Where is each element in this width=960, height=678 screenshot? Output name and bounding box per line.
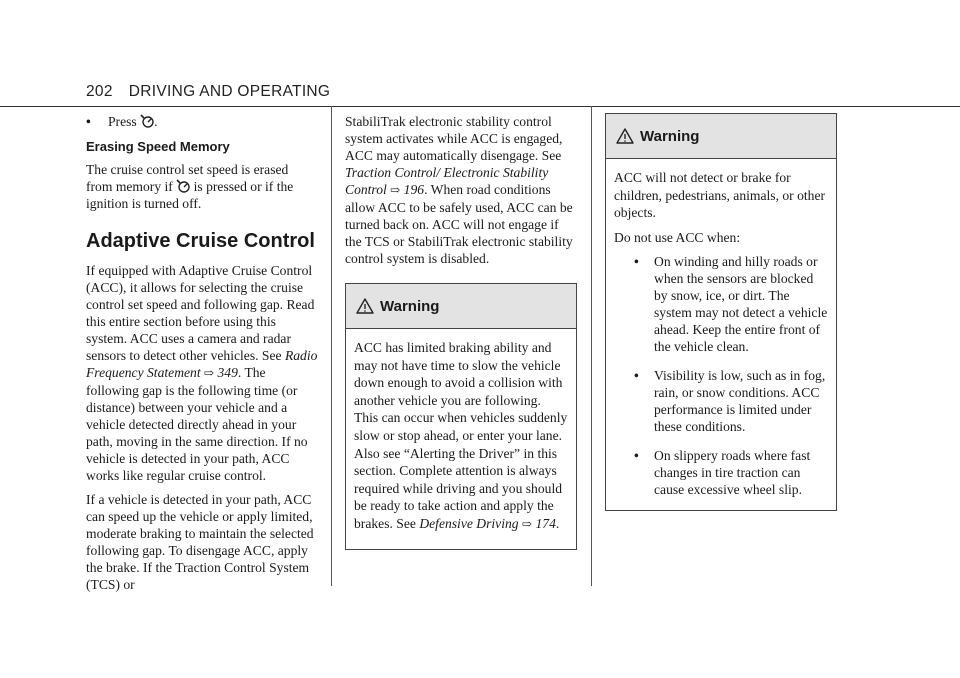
warning-triangle-icon	[616, 128, 634, 144]
warning-paragraph-1: ACC will not detect or brake for children, pedestrians, animals, or other objects.	[614, 170, 826, 221]
warning-text-a: ACC has limited braking ability and may not have time to slow the vehicle down enough to avoid a collision with another vehicle you are following. This can occur when vehicles suddenly slow or stop ahead, or enter your lane. Also see “Alerting the Driver” in this section. Complete attention is always required while driving and you should be ready to take action and apply the brakes. See	[354, 340, 568, 531]
press-tail: .	[154, 114, 158, 129]
column-2	[345, 113, 577, 550]
acc-heading: Adaptive Cruise Control	[86, 230, 315, 252]
page-ref-number[interactable]: 196	[403, 182, 425, 197]
press-word: Press	[108, 114, 137, 129]
warning-box-braking	[345, 283, 577, 550]
list-item-text: On winding and hilly roads or when the sensors are blocked by snow, ice, or dirt. The system may not detect a vehicle ahead. Keep the entire front of the vehicle clean.	[654, 254, 828, 355]
column-3	[605, 113, 837, 511]
bullet-dot: •	[634, 368, 639, 384]
page-ref-number[interactable]: 174	[535, 515, 556, 531]
page-number: 202	[86, 83, 113, 100]
stabilitrak-text-b: . When road conditions allow ACC to be safely used, ACC can be turned back on. ACC will not engage if the TCS or StabiliTrak electronic stability control system is disabled.	[345, 182, 573, 266]
acc-p1-text-a: If equipped with Adaptive Cruise Control (ACC), it allows for selecting the cruise control set speed and following gap. Read this entire section before using this system. ACC uses a camera and radar sensors to detect other vehicles. See	[86, 263, 315, 363]
warning-body	[346, 329, 576, 549]
list-item	[614, 447, 828, 498]
list-item	[614, 253, 828, 355]
page-ref-icon: ⇨	[204, 366, 215, 380]
press-bullet	[86, 113, 318, 130]
column-divider-2	[591, 106, 592, 586]
erase-text-a: The cruise control set speed is erased from memory if	[86, 162, 289, 194]
stabilitrak-paragraph	[345, 113, 577, 267]
warning-header	[606, 114, 836, 159]
bullet-dot: •	[86, 114, 91, 129]
page-ref-number[interactable]: 349	[217, 365, 238, 380]
warning-header	[346, 284, 576, 329]
bullet-dot: •	[634, 448, 639, 464]
page-header	[86, 83, 330, 101]
erase-heading: Erasing Speed Memory	[86, 139, 230, 154]
warning-title: Warning	[640, 127, 700, 145]
column-divider-1	[331, 106, 332, 586]
header-rule	[0, 106, 960, 107]
list-item	[614, 367, 828, 435]
warning-title: Warning	[380, 297, 440, 315]
list-item-text: Visibility is low, such as in fog, rain, or snow conditions. ACC performance is limited under these conditions.	[654, 368, 826, 435]
warning-body	[606, 159, 836, 510]
warning-triangle-icon	[356, 298, 374, 314]
column-1	[86, 113, 318, 600]
section-title: DRIVING AND OPERATING	[128, 83, 331, 100]
link-radio-frequency[interactable]: Radio Frequency Statement	[86, 348, 318, 380]
warning-text	[354, 339, 568, 534]
erase-text-b: is pressed or if the ignition is turned off.	[86, 179, 294, 211]
acc-p1-text-b: . The following gap is the following time (or distance) between your vehicle and a vehicle detected directly ahead in your path, moving in the same direction. If no vehicle is detected in your path, ACC works like regular cruise control.	[86, 365, 308, 483]
page-ref-icon: ⇨	[522, 516, 533, 531]
warning-box-detection	[605, 113, 837, 511]
list-item-text: On slippery roads where fast changes in tire traction can cause excessive wheel slip.	[654, 448, 811, 498]
acc-paragraph-2: If a vehicle is detected in your path, ACC can speed up the vehicle or apply limited, moderate braking to maintain the selected following gap. To disengage ACC, apply the brake. If the Traction Control System (TCS) or	[86, 492, 314, 592]
acc-paragraph-1	[86, 262, 318, 484]
link-defensive-driving[interactable]: Defensive Driving	[419, 515, 519, 531]
erase-paragraph	[86, 161, 318, 212]
cruise-cancel-icon	[176, 179, 190, 193]
link-traction-control[interactable]: Traction Control/ Electronic Stability Control	[345, 165, 549, 197]
stabilitrak-text-a: StabiliTrak electronic stability control system activates while ACC is engaged, ACC may automatically disengage. See	[345, 114, 563, 163]
cruise-cancel-icon	[140, 114, 154, 128]
warning-paragraph-2: Do not use ACC when:	[614, 229, 741, 245]
page-ref-icon: ⇨	[390, 183, 401, 197]
warning-text-b: .	[555, 515, 560, 531]
bullet-dot: •	[634, 254, 639, 270]
